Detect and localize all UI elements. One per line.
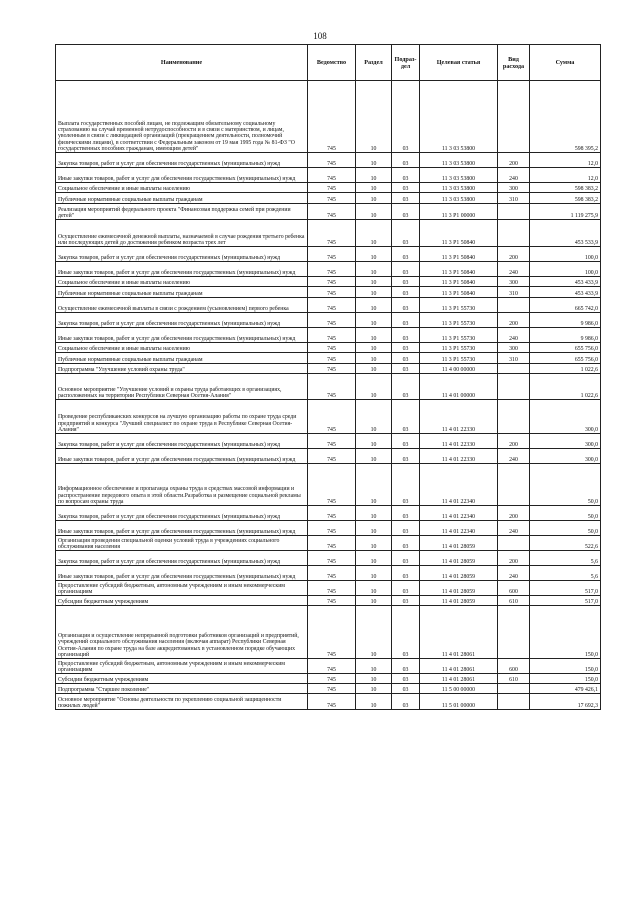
row-name: Предоставление субсидий бюджетным, автономным учреждениям и иным некоммерческим организациям — [56, 581, 308, 596]
row-razdel: 10 — [356, 400, 392, 434]
row-target: 11 3 P1 00000 — [420, 204, 498, 220]
row-razdel: 10 — [356, 606, 392, 659]
row-vid — [498, 464, 530, 506]
row-vid: 240 — [498, 566, 530, 581]
row-vid: 200 — [498, 506, 530, 521]
row-vedomstvo: 745 — [308, 220, 356, 247]
row-target: 11 4 01 28059 — [420, 596, 498, 606]
table-row — [56, 434, 601, 449]
row-vedomstvo: 745 — [308, 183, 356, 193]
row-vedomstvo: 745 — [308, 328, 356, 343]
row-target: 11 4 01 00000 — [420, 374, 498, 400]
row-target: 11 4 01 28059 — [420, 551, 498, 566]
budget-table — [55, 44, 601, 710]
row-target: 11 5 01 00000 — [420, 694, 498, 710]
row-vid — [498, 536, 530, 551]
row-name: Иные закупки товаров, работ и услуг для обеспечения государственных (муниципальных) нужд — [56, 521, 308, 536]
table-row — [56, 277, 601, 287]
row-vid: 300 — [498, 277, 530, 287]
row-podrazdel: 03 — [392, 193, 420, 204]
row-name: Организация и осуществление непрерывной подготовки работников организаций и предприятий, учреждений социального обслуживания населения (включая аппарат) Республики Северная Осетия-Алания по охране труда на базе аккредитованных в установленном порядке обучающих организаций — [56, 606, 308, 659]
table-row — [56, 247, 601, 262]
row-name: Иные закупки товаров, работ и услуг для обеспечения государственных (муниципальных) нужд — [56, 566, 308, 581]
row-vid: 310 — [498, 353, 530, 364]
row-name: Иные закупки товаров, работ и услуг для обеспечения государственных (муниципальных) нужд — [56, 168, 308, 183]
row-podrazdel: 03 — [392, 536, 420, 551]
row-target: 11 3 P1 55730 — [420, 313, 498, 328]
table-row — [56, 343, 601, 353]
table-row — [56, 684, 601, 694]
row-razdel: 10 — [356, 287, 392, 298]
row-name: Закупка товаров, работ и услуг для обеспечения государственных (муниципальных) нужд — [56, 506, 308, 521]
table-row — [56, 400, 601, 434]
row-razdel: 10 — [356, 313, 392, 328]
row-razdel: 10 — [356, 353, 392, 364]
table-row — [56, 262, 601, 277]
row-sum: 453 433,9 — [530, 287, 601, 298]
row-target: 11 4 01 28059 — [420, 581, 498, 596]
row-razdel: 10 — [356, 204, 392, 220]
row-name: Закупка товаров, работ и услуг для обеспечения государственных (муниципальных) нужд — [56, 247, 308, 262]
row-razdel: 10 — [356, 364, 392, 374]
row-podrazdel: 03 — [392, 287, 420, 298]
row-name: Закупка товаров, работ и услуг для обеспечения государственных (муниципальных) нужд — [56, 313, 308, 328]
row-razdel: 10 — [356, 298, 392, 313]
row-razdel: 10 — [356, 168, 392, 183]
row-vid: 200 — [498, 434, 530, 449]
row-sum: 598 383,2 — [530, 193, 601, 204]
row-vedomstvo: 745 — [308, 464, 356, 506]
row-name: Публичные нормативные социальные выплаты гражданам — [56, 353, 308, 364]
row-sum: 522,6 — [530, 536, 601, 551]
row-podrazdel: 03 — [392, 400, 420, 434]
row-vid: 610 — [498, 596, 530, 606]
row-razdel: 10 — [356, 694, 392, 710]
row-vedomstvo: 745 — [308, 566, 356, 581]
table-row — [56, 674, 601, 684]
table-row — [56, 220, 601, 247]
row-podrazdel: 03 — [392, 343, 420, 353]
table-row — [56, 506, 601, 521]
row-razdel: 10 — [356, 220, 392, 247]
row-name: Социальное обеспечение и иные выплаты населению — [56, 183, 308, 193]
row-target: 11 3 03 53800 — [420, 193, 498, 204]
row-vid — [498, 684, 530, 694]
row-name: Закупка товаров, работ и услуг для обеспечения государственных (муниципальных) нужд — [56, 551, 308, 566]
table-row — [56, 464, 601, 506]
row-podrazdel: 03 — [392, 566, 420, 581]
row-vid: 240 — [498, 328, 530, 343]
row-target: 11 3 P1 50840 — [420, 287, 498, 298]
row-name: Иные закупки товаров, работ и услуг для обеспечения государственных (муниципальных) нужд — [56, 449, 308, 464]
row-target: 11 4 01 22340 — [420, 521, 498, 536]
row-target: 11 4 00 00000 — [420, 364, 498, 374]
row-sum: 517,0 — [530, 581, 601, 596]
row-vedomstvo: 745 — [308, 581, 356, 596]
row-vedomstvo: 745 — [308, 694, 356, 710]
row-podrazdel: 03 — [392, 521, 420, 536]
table-row — [56, 374, 601, 400]
row-podrazdel: 03 — [392, 328, 420, 343]
table-row — [56, 596, 601, 606]
row-razdel: 10 — [356, 581, 392, 596]
row-podrazdel: 03 — [392, 183, 420, 193]
row-razdel: 10 — [356, 674, 392, 684]
row-razdel: 10 — [356, 596, 392, 606]
row-target: 11 3 03 53800 — [420, 183, 498, 193]
row-name: Публичные нормативные социальные выплаты гражданам — [56, 193, 308, 204]
row-sum: 598 395,2 — [530, 81, 601, 153]
row-vid — [498, 374, 530, 400]
row-target: 11 4 01 28061 — [420, 674, 498, 684]
table-row — [56, 353, 601, 364]
table-row — [56, 694, 601, 710]
row-target: 11 3 03 53800 — [420, 81, 498, 153]
row-vid — [498, 220, 530, 247]
row-vedomstvo: 745 — [308, 596, 356, 606]
row-podrazdel: 03 — [392, 606, 420, 659]
row-sum: 517,0 — [530, 596, 601, 606]
row-podrazdel: 03 — [392, 364, 420, 374]
row-vid: 600 — [498, 659, 530, 674]
row-sum: 50,0 — [530, 464, 601, 506]
row-sum: 1 119 275,9 — [530, 204, 601, 220]
row-sum: 300,0 — [530, 400, 601, 434]
row-name: Реализация мероприятий федерального проекта "Финансовая поддержка семей при рождении детей" — [56, 204, 308, 220]
row-sum: 150,0 — [530, 659, 601, 674]
row-sum: 5,6 — [530, 551, 601, 566]
row-razdel: 10 — [356, 328, 392, 343]
header-vid: Вид расхода — [498, 45, 530, 81]
table-row — [56, 204, 601, 220]
row-vid: 200 — [498, 313, 530, 328]
row-vid: 600 — [498, 581, 530, 596]
row-target: 11 3 P1 50840 — [420, 220, 498, 247]
table-row — [56, 566, 601, 581]
row-sum: 598 383,2 — [530, 183, 601, 193]
row-razdel: 10 — [356, 536, 392, 551]
row-target: 11 3 P1 55730 — [420, 343, 498, 353]
row-vid: 200 — [498, 247, 530, 262]
row-vid — [498, 298, 530, 313]
row-podrazdel: 03 — [392, 374, 420, 400]
header-vedomstvo: Ведомство — [308, 45, 356, 81]
row-podrazdel: 03 — [392, 506, 420, 521]
row-vedomstvo: 745 — [308, 659, 356, 674]
row-target: 11 3 P1 50840 — [420, 277, 498, 287]
row-razdel: 10 — [356, 449, 392, 464]
row-razdel: 10 — [356, 277, 392, 287]
table-row — [56, 183, 601, 193]
row-vedomstvo: 745 — [308, 168, 356, 183]
row-podrazdel: 03 — [392, 168, 420, 183]
row-name: Подпрограмма "Улучшение условий охраны труда" — [56, 364, 308, 374]
row-sum: 17 692,3 — [530, 694, 601, 710]
row-vid: 300 — [498, 183, 530, 193]
row-name: Иные закупки товаров, работ и услуг для обеспечения государственных (муниципальных) нужд — [56, 262, 308, 277]
table-row — [56, 298, 601, 313]
row-sum: 655 756,0 — [530, 343, 601, 353]
row-sum: 12,0 — [530, 153, 601, 168]
row-vedomstvo: 745 — [308, 606, 356, 659]
row-sum: 479 426,1 — [530, 684, 601, 694]
row-podrazdel: 03 — [392, 659, 420, 674]
row-vid — [498, 204, 530, 220]
table-row — [56, 521, 601, 536]
row-podrazdel: 03 — [392, 277, 420, 287]
row-vid — [498, 694, 530, 710]
row-vedomstvo: 745 — [308, 374, 356, 400]
row-vedomstvo: 745 — [308, 313, 356, 328]
table-row — [56, 536, 601, 551]
table-row — [56, 364, 601, 374]
row-razdel: 10 — [356, 659, 392, 674]
row-vid: 240 — [498, 262, 530, 277]
row-vedomstvo: 745 — [308, 521, 356, 536]
row-vedomstvo: 745 — [308, 262, 356, 277]
page-number: 108 — [313, 31, 327, 41]
row-razdel: 10 — [356, 81, 392, 153]
row-sum: 453 533,9 — [530, 220, 601, 247]
row-vedomstvo: 745 — [308, 674, 356, 684]
row-vedomstvo: 745 — [308, 287, 356, 298]
row-podrazdel: 03 — [392, 204, 420, 220]
row-name: Подпрограмма "Старшее поколение" — [56, 684, 308, 694]
row-razdel: 10 — [356, 262, 392, 277]
table-row — [56, 287, 601, 298]
row-name: Осуществление ежемесячной выплаты в связи с рождением (усыновлением) первого ребенка — [56, 298, 308, 313]
row-razdel: 10 — [356, 464, 392, 506]
row-name: Социальное обеспечение и иные выплаты населению — [56, 343, 308, 353]
row-name: Организация проведения специальной оценки условий труда в учреждениях социального обслуживания населения — [56, 536, 308, 551]
row-vid: 310 — [498, 193, 530, 204]
row-razdel: 10 — [356, 506, 392, 521]
row-vedomstvo: 745 — [308, 343, 356, 353]
row-razdel: 10 — [356, 343, 392, 353]
row-target: 11 3 P1 50840 — [420, 247, 498, 262]
row-podrazdel: 03 — [392, 81, 420, 153]
row-vedomstvo: 745 — [308, 153, 356, 168]
table-row — [56, 606, 601, 659]
row-target: 11 3 03 53800 — [420, 168, 498, 183]
row-vedomstvo: 745 — [308, 204, 356, 220]
row-razdel: 10 — [356, 153, 392, 168]
row-target: 11 3 P1 50840 — [420, 262, 498, 277]
row-vedomstvo: 745 — [308, 400, 356, 434]
row-vid: 240 — [498, 168, 530, 183]
row-target: 11 3 P1 55730 — [420, 298, 498, 313]
table-row — [56, 659, 601, 674]
row-sum: 5,6 — [530, 566, 601, 581]
row-podrazdel: 03 — [392, 153, 420, 168]
row-vedomstvo: 745 — [308, 449, 356, 464]
row-vedomstvo: 745 — [308, 434, 356, 449]
row-name: Основное мероприятие "Основы деятельности по укреплению социальной защищенности пожилых людей" — [56, 694, 308, 710]
row-podrazdel: 03 — [392, 220, 420, 247]
row-sum: 100,0 — [530, 247, 601, 262]
row-vid: 240 — [498, 449, 530, 464]
row-name: Предоставление субсидий бюджетным, автономным учреждениям и иным некоммерческим организациям — [56, 659, 308, 674]
row-vid — [498, 81, 530, 153]
row-sum: 300,0 — [530, 434, 601, 449]
header-target: Целевая статья — [420, 45, 498, 81]
row-sum: 1 022,6 — [530, 374, 601, 400]
row-podrazdel: 03 — [392, 353, 420, 364]
row-vedomstvo: 745 — [308, 298, 356, 313]
row-vid: 200 — [498, 153, 530, 168]
row-vid: 310 — [498, 287, 530, 298]
row-name: Проведение республиканских конкурсов на лучшую организацию работы по охране труда среди предприятий и конкурса "Лучший специалист по охране труда в Республике Северная Осетия-Алания" — [56, 400, 308, 434]
row-name: Закупка товаров, работ и услуг для обеспечения государственных (муниципальных) нужд — [56, 153, 308, 168]
row-vid — [498, 400, 530, 434]
row-razdel: 10 — [356, 684, 392, 694]
row-sum: 1 022,6 — [530, 364, 601, 374]
row-target: 11 4 01 28061 — [420, 606, 498, 659]
row-vedomstvo: 745 — [308, 193, 356, 204]
row-target: 11 3 03 53800 — [420, 153, 498, 168]
row-name: Публичные нормативные социальные выплаты гражданам — [56, 287, 308, 298]
row-target: 11 4 01 28059 — [420, 536, 498, 551]
row-podrazdel: 03 — [392, 262, 420, 277]
row-podrazdel: 03 — [392, 551, 420, 566]
table-row — [56, 328, 601, 343]
row-target: 11 4 01 22330 — [420, 434, 498, 449]
table-body — [56, 81, 601, 710]
row-name: Основное мероприятие "Улучшение условий и охраны труда работающих в организациях, расположенных на территории Республики Северная Осетия-Алания" — [56, 374, 308, 400]
row-target: 11 4 01 22330 — [420, 449, 498, 464]
row-razdel: 10 — [356, 183, 392, 193]
table-row — [56, 81, 601, 153]
table-row — [56, 551, 601, 566]
row-name: Социальное обеспечение и иные выплаты населению — [56, 277, 308, 287]
row-podrazdel: 03 — [392, 581, 420, 596]
row-vedomstvo: 745 — [308, 353, 356, 364]
row-sum: 665 742,0 — [530, 298, 601, 313]
row-sum: 150,0 — [530, 606, 601, 659]
row-vedomstvo: 745 — [308, 506, 356, 521]
row-podrazdel: 03 — [392, 596, 420, 606]
row-name: Субсидии бюджетным учреждениям — [56, 674, 308, 684]
table-row — [56, 168, 601, 183]
row-target: 11 3 P1 55730 — [420, 328, 498, 343]
row-sum: 100,0 — [530, 262, 601, 277]
row-name: Иные закупки товаров, работ и услуг для обеспечения государственных (муниципальных) нужд — [56, 328, 308, 343]
row-vedomstvo: 745 — [308, 247, 356, 262]
table-row — [56, 153, 601, 168]
table-row — [56, 193, 601, 204]
row-sum: 9 986,0 — [530, 313, 601, 328]
row-podrazdel: 03 — [392, 674, 420, 684]
row-name: Закупка товаров, работ и услуг для обеспечения государственных (муниципальных) нужд — [56, 434, 308, 449]
header-row — [56, 45, 601, 81]
row-vid: 240 — [498, 521, 530, 536]
row-target: 11 4 01 22340 — [420, 506, 498, 521]
row-target: 11 3 P1 55730 — [420, 353, 498, 364]
table-row — [56, 581, 601, 596]
header-podrazdel: Подраз-дел — [392, 45, 420, 81]
row-podrazdel: 03 — [392, 694, 420, 710]
header-razdel: Раздел — [356, 45, 392, 81]
table-row — [56, 313, 601, 328]
row-vedomstvo: 745 — [308, 536, 356, 551]
row-podrazdel: 03 — [392, 684, 420, 694]
row-podrazdel: 03 — [392, 449, 420, 464]
row-target: 11 5 00 00000 — [420, 684, 498, 694]
row-podrazdel: 03 — [392, 434, 420, 449]
row-sum: 12,0 — [530, 168, 601, 183]
row-razdel: 10 — [356, 247, 392, 262]
row-name: Выплата государственных пособий лицам, не подлежащим обязательному социальному страхованию на случай временной нетрудоспособности и в связи с материнством, и лицам, уволенным в связи с ликвидацией организаций (прекращением деятельности, полномочий физическими лицами), в соответствии с Федеральным законом от 19 мая 1995 года № 81-ФЗ "О государственных пособиях гражданам, имеющим детей" — [56, 81, 308, 153]
row-razdel: 10 — [356, 566, 392, 581]
row-vid: 610 — [498, 674, 530, 684]
header-sum: Сумма — [530, 45, 601, 81]
row-podrazdel: 03 — [392, 313, 420, 328]
row-target: 11 4 01 22330 — [420, 400, 498, 434]
row-vedomstvo: 745 — [308, 364, 356, 374]
row-sum: 50,0 — [530, 521, 601, 536]
table-row — [56, 449, 601, 464]
row-sum: 9 986,0 — [530, 328, 601, 343]
row-podrazdel: 03 — [392, 464, 420, 506]
row-target: 11 4 01 28059 — [420, 566, 498, 581]
row-sum: 655 756,0 — [530, 353, 601, 364]
row-vedomstvo: 745 — [308, 551, 356, 566]
row-vedomstvo: 745 — [308, 277, 356, 287]
row-name: Субсидии бюджетным учреждениям — [56, 596, 308, 606]
row-vid: 200 — [498, 551, 530, 566]
row-sum: 50,0 — [530, 506, 601, 521]
row-sum: 150,0 — [530, 674, 601, 684]
row-razdel: 10 — [356, 434, 392, 449]
row-sum: 453 433,9 — [530, 277, 601, 287]
row-vid — [498, 606, 530, 659]
row-vedomstvo: 745 — [308, 81, 356, 153]
row-podrazdel: 03 — [392, 298, 420, 313]
row-vid — [498, 364, 530, 374]
row-target: 11 4 01 28061 — [420, 659, 498, 674]
row-vedomstvo: 745 — [308, 684, 356, 694]
row-target: 11 4 01 22340 — [420, 464, 498, 506]
row-razdel: 10 — [356, 551, 392, 566]
header-name: Наименование — [56, 45, 308, 81]
row-name: Информационное обеспечение и пропаганда охраны труда в средствах массовой информации и распространение передового опыта в этой области.Разработка и размещение социальной рекламы по вопросам охраны труда — [56, 464, 308, 506]
row-podrazdel: 03 — [392, 247, 420, 262]
row-name: Осуществление ежемесячной денежной выплаты, назначаемой в случае рождения третьего ребенка или последующих детей до достижения ребенком возраста трех лет — [56, 220, 308, 247]
row-razdel: 10 — [356, 374, 392, 400]
row-razdel: 10 — [356, 193, 392, 204]
row-razdel: 10 — [356, 521, 392, 536]
row-sum: 300,0 — [530, 449, 601, 464]
row-vid: 300 — [498, 343, 530, 353]
